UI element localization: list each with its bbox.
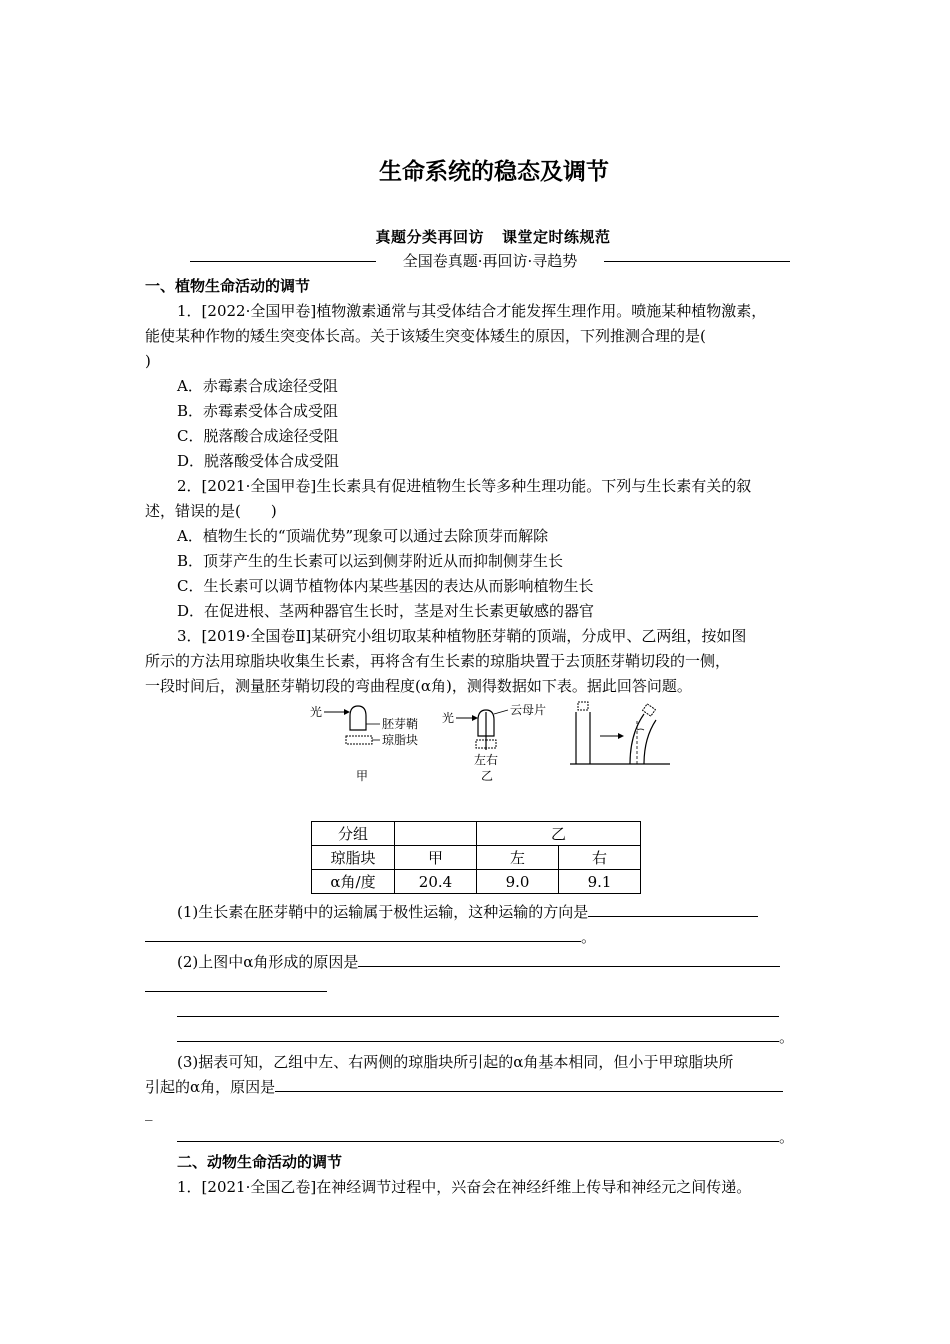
page-title: 生命系统的稳态及调节	[379, 159, 609, 185]
q3-stem-line3: 一段时间后，测量胚芽鞘切段的弯曲程度(α角)，测得数据如下表。据此回答问题。	[145, 677, 692, 695]
table-cell: 9.0	[477, 870, 559, 894]
figure-bending-test	[570, 702, 670, 764]
answer-blank[interactable]	[588, 902, 758, 917]
light-arrowhead-b	[472, 715, 478, 721]
q4-stem-line1: 1．[2021·全国乙卷]在神经调节过程中，兴奋会在神经纤维上传导和神经元之间传递。	[177, 1178, 752, 1196]
agar-on-segment-straight	[578, 702, 588, 710]
figure-group-b	[442, 702, 546, 783]
q2-stem-line2: 述，错误的是( )	[145, 502, 277, 520]
q1-option-a: A．赤霉素合成途径受阻	[177, 377, 338, 395]
answer-blank[interactable]	[177, 1002, 779, 1017]
agar-block-left	[476, 740, 486, 748]
sub2-end: 。	[779, 1028, 795, 1046]
q2-stem-line1: 2．[2021·全国甲卷]生长素具有促进植物生长等多种生理功能。下列与生长素有关的叙	[177, 477, 752, 495]
agar-block-a	[346, 736, 372, 744]
table-cell: 琼脂块	[312, 846, 395, 870]
table-cell: 乙	[477, 822, 641, 846]
table-cell: 甲	[395, 846, 477, 870]
sub2-line3	[177, 1002, 779, 1022]
result-arrowhead	[618, 733, 624, 739]
answer-blank[interactable]	[275, 1077, 783, 1092]
q1-option-c: C．脱落酸合成途径受阻	[177, 427, 339, 445]
figure-agar-label: 琼脂块	[382, 733, 419, 747]
figure-light-label-b: 光	[442, 711, 455, 725]
table-cell: 左	[477, 846, 559, 870]
table-cell: 右	[559, 846, 641, 870]
figure-group-a-label: 甲	[356, 769, 369, 783]
sub3-text: 引起的α角，原因是	[145, 1078, 276, 1096]
sub2-line4	[177, 1027, 794, 1047]
coleoptile-tip-a	[350, 706, 366, 730]
section-heading-plant: 一、植物生命活动的调节	[145, 277, 311, 295]
table-row	[312, 846, 641, 870]
light-arrowhead-a	[344, 709, 350, 715]
figure-mica-label: 云母片	[510, 703, 547, 717]
agar-block-right	[486, 740, 496, 748]
section-divider	[190, 250, 790, 270]
agar-on-segment-bent	[643, 704, 656, 716]
sub3-line4	[177, 1127, 794, 1147]
table-row	[312, 822, 641, 846]
figure-group-b-label: 乙	[481, 769, 494, 783]
sub2-line2	[145, 977, 327, 997]
subtitle-left: 真题分类再回访	[375, 228, 484, 246]
divider-line-right	[604, 261, 790, 262]
table-cell: 分组	[312, 822, 395, 846]
sub3-line2	[145, 1077, 783, 1097]
sub1-text: (1)生长素在胚芽鞘中的运输属于极性运输，这种运输的方向是	[177, 903, 589, 921]
table-cell: 20.4	[395, 870, 477, 894]
segment-bent-right	[644, 720, 656, 764]
experiment-figure	[300, 700, 680, 792]
q1-option-d: D．脱落酸受体合成受阻	[177, 452, 340, 470]
sub3-line3: _	[145, 1103, 153, 1121]
sub1-line1	[177, 902, 758, 922]
q1-stem-line2: 能使某种作物的矮生突变体长高。关于该矮生突变体矮生的原因，下列推测合理的是(	[145, 327, 706, 345]
subtitle	[0, 226, 950, 247]
answer-blank[interactable]	[177, 1127, 779, 1142]
q1-option-b: B．赤霉素受体合成受阻	[177, 402, 339, 420]
answer-blank[interactable]	[177, 1027, 779, 1042]
mica-pointer	[494, 710, 508, 714]
sub3-end: 。	[779, 1128, 795, 1146]
answer-blank[interactable]	[358, 952, 780, 967]
table-cell: 9.1	[559, 870, 641, 894]
figure-group-a	[310, 704, 418, 783]
q1-stem-line1: 1．[2022·全国甲卷]植物激素通常与其受体结合才能发挥生理作用。喷施某种植物激素，	[177, 302, 767, 320]
results-table	[311, 821, 641, 894]
alpha-angle-arc	[637, 729, 644, 730]
answer-blank[interactable]	[145, 927, 581, 942]
table-cell	[395, 822, 477, 846]
q2-option-c: C．生长素可以调节植物体内某些基因的表达从而影响植物生长	[177, 577, 594, 595]
table-row	[312, 870, 641, 894]
sub1-line2	[145, 927, 596, 947]
q2-option-a: A．植物生长的“顶端优势”现象可以通过去除顶芽而解除	[177, 527, 549, 545]
figure-coleoptile-label: 胚芽鞘	[382, 717, 419, 731]
divider-text: 全国卷真题·再回访·寻趋势	[402, 252, 578, 270]
sub2-line1	[177, 952, 780, 972]
sub1-end: 。	[581, 928, 597, 946]
q2-option-b: B．顶芽产生的生长素可以运到侧芽附近从而抑制侧芽生长	[177, 552, 564, 570]
sub2-text: (2)上图中α角形成的原因是	[177, 953, 359, 971]
q1-stem-line3: )	[145, 352, 151, 370]
figure-light-label-a: 光	[310, 705, 323, 719]
q2-option-d: D．在促进根、茎两种器官生长时，茎是对生长素更敏感的器官	[177, 602, 595, 620]
subtitle-right: 课堂定时练规范	[502, 228, 611, 246]
sub3-line1: (3)据表可知，乙组中左、右两侧的琼脂块所引起的α角基本相同，但小于甲琼脂块所	[177, 1053, 734, 1071]
q3-stem-line2: 所示的方法用琼脂块收集生长素，再将含有生长素的琼脂块置于去顶胚芽鞘切段的一侧，	[145, 652, 731, 670]
figure-left-right-label: 左右	[474, 753, 499, 767]
section-heading-animal: 二、动物生命活动的调节	[177, 1153, 343, 1171]
answer-blank[interactable]	[145, 977, 327, 992]
q3-stem-line1: 3．[2019·全国卷Ⅱ]某研究小组切取某种植物胚芽鞘的顶端，分成甲、乙两组，按如图	[177, 627, 747, 645]
table-cell: α角/度	[312, 870, 395, 894]
